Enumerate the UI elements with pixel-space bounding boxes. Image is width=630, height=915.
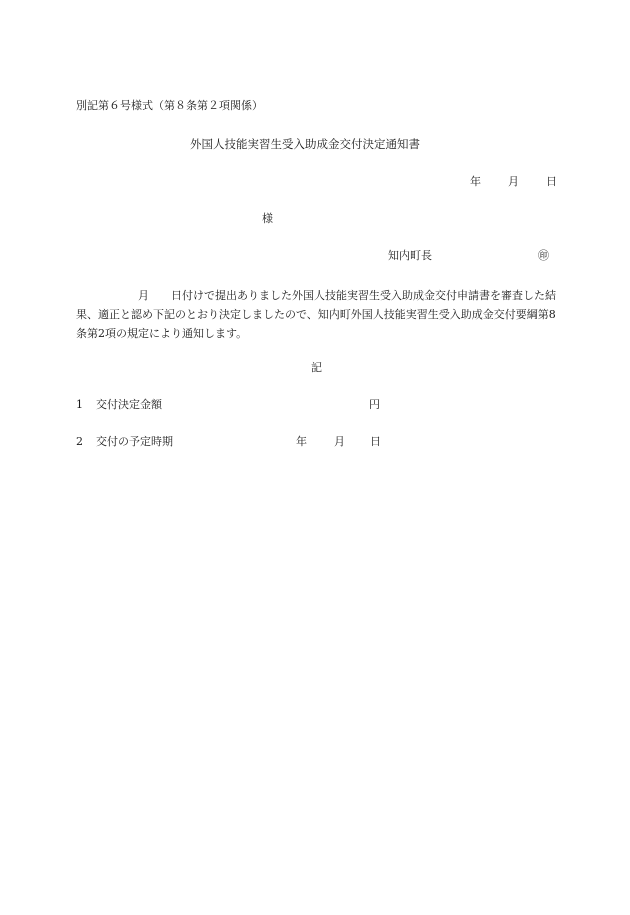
item-number: 2 [76, 435, 83, 448]
item-unit-yen: 円 [369, 398, 380, 411]
item-label-amount: 交付決定金額 [96, 398, 162, 411]
item-number: 1 [76, 398, 83, 411]
issue-date [470, 175, 557, 189]
item-year: 年 [296, 435, 307, 448]
date-year: 年 [470, 175, 481, 188]
recipient-suffix: 様 [262, 212, 273, 225]
issuer-name: 知内町長 [388, 249, 432, 262]
item-month: 月 [334, 435, 345, 448]
body-paragraph [76, 286, 564, 343]
date-month: 月 [508, 175, 519, 188]
body-month: 月 [138, 289, 149, 302]
ki-heading: 記 [311, 361, 322, 374]
item-label-schedule: 交付の予定時期 [96, 435, 173, 448]
seal-mark: ㊞ [538, 249, 549, 262]
body-text: 日付けで提出ありました外国人技能実習生受入助成金交付申請書を審査した結果、適正と認め下記のとおり決定しましたので、知内町外国人技能実習生受入助成金交付要綱第8条第2項の規定により通知します。 [76, 289, 556, 340]
item-day: 日 [370, 435, 381, 448]
form-reference: 別記第６号様式（第８条第２項関係） [76, 99, 263, 112]
document-title: 外国人技能実習生受入助成金交付決定通知書 [190, 137, 420, 151]
date-day: 日 [546, 175, 557, 188]
